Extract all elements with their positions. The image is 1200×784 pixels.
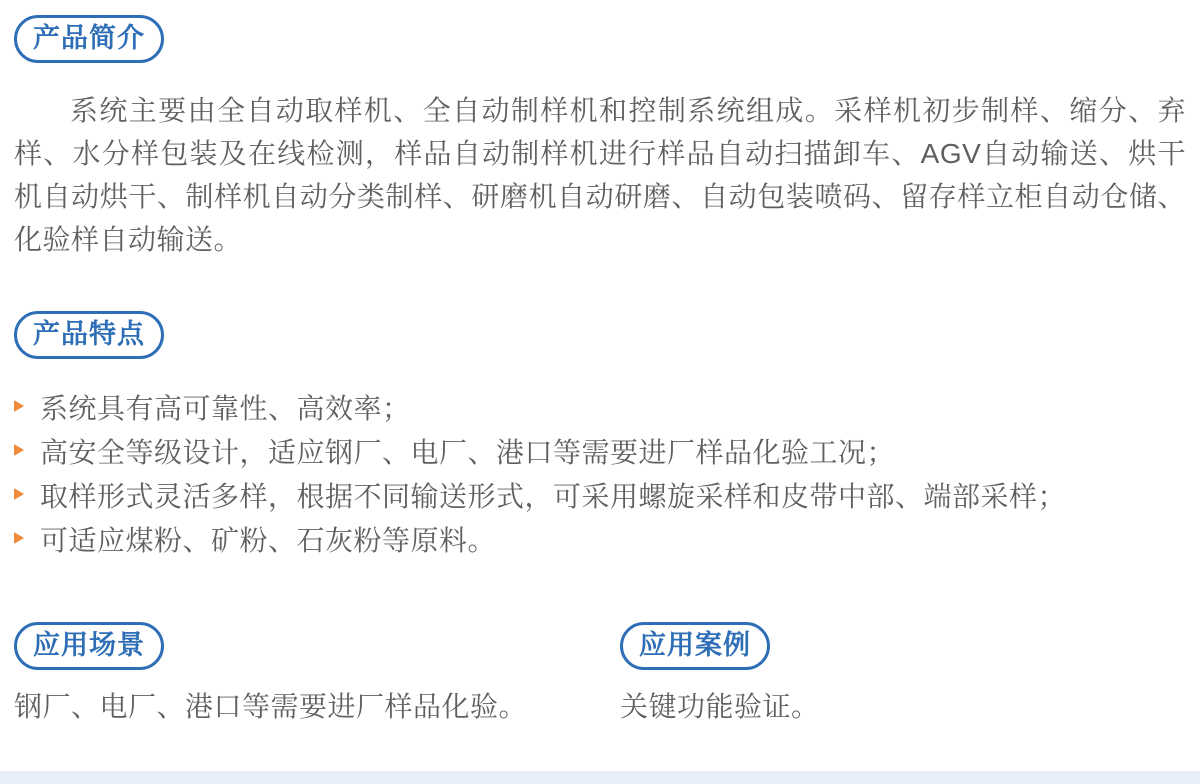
footer-accent-bar bbox=[0, 771, 1200, 784]
feature-item bbox=[14, 519, 1186, 563]
section-badge-intro: 产品简介 bbox=[14, 15, 164, 63]
feature-item-text: 系统具有高可靠性、高效率； bbox=[40, 393, 411, 424]
application-scenarios-section bbox=[14, 622, 620, 727]
feature-item-text: 取样形式灵活多样，根据不同输送形式，可采用螺旋采样和皮带中部、端部采样； bbox=[40, 481, 1067, 512]
section-badge-scenarios: 应用场景 bbox=[14, 622, 164, 670]
feature-item bbox=[14, 431, 1186, 475]
feature-item bbox=[14, 387, 1186, 431]
scenarios-text: 钢厂、电厂、港口等需要进厂样品化验。 bbox=[14, 691, 528, 722]
triangle-bullet-icon bbox=[14, 444, 24, 456]
triangle-bullet-icon bbox=[14, 400, 24, 412]
feature-item-text: 高安全等级设计，适应钢厂、电厂、港口等需要进厂样品化验工况； bbox=[40, 437, 896, 468]
application-cases-section bbox=[620, 622, 1186, 727]
section-badge-cases: 应用案例 bbox=[620, 622, 770, 670]
triangle-bullet-icon bbox=[14, 488, 24, 500]
bottom-sections-row bbox=[14, 622, 1186, 727]
section-badge-features: 产品特点 bbox=[14, 311, 164, 359]
feature-list bbox=[14, 387, 1186, 563]
feature-item-text: 可适应煤粉、矿粉、石灰粉等原料。 bbox=[40, 525, 497, 556]
intro-paragraph: 系统主要由全自动取样机、全自动制样机和控制系统组成。采样机初步制样、缩分、弃样、水分样包装及在线检测，样品自动制样机进行样品自动扫描卸车、AGV自动输送、烘干机自动烘干、制样机自动分类制样、研磨机自动研磨、自动包装喷码、留存样立柜自动仓储、化验样自动输送。 bbox=[14, 95, 1186, 255]
triangle-bullet-icon bbox=[14, 532, 24, 544]
cases-text: 关键功能验证。 bbox=[620, 691, 820, 722]
feature-item bbox=[14, 475, 1186, 519]
